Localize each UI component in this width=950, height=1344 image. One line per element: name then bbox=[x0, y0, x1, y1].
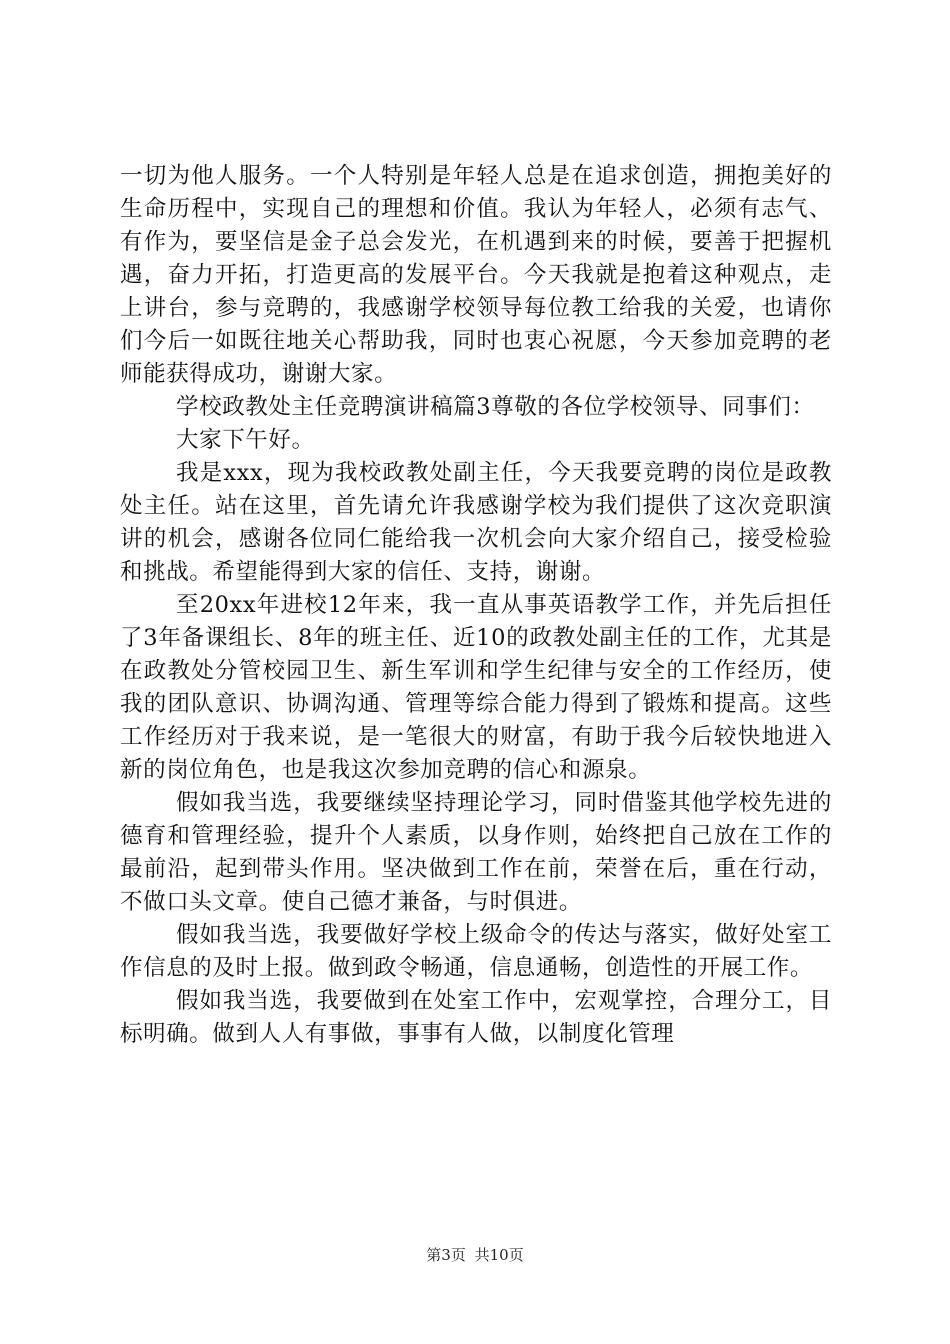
paragraph: 学校政教处主任竞聘演讲稿篇3尊敬的各位学校领导、同事们： bbox=[176, 394, 815, 420]
paragraph: 假如我当选，我要做到在处室工作中，宏观掌控，合理分工，目标明确。做到人人有事做，事事有人做，以制度化管理 bbox=[120, 988, 832, 1047]
paragraph: 假如我当选，我要继续坚持理论学习，同时借鉴其他学校先进的德育和管理经验，提升个人素质，以身作则，始终把自己放在工作的最前沿，起到带头作用。坚决做到工作在前，荣誉在后，重在行动，不做口头文章。使自己德才兼备，与时俱进。 bbox=[120, 790, 832, 915]
paragraph: 我是xxx，现为我校政教处副主任，今天我要竞聘的岗位是政教处主任。站在这里，首先请允许我感谢学校为我们提供了这次竞职演讲的机会，感谢各位同仁能给我一次机会向大家介绍自己，接受检验和挑战。希望能得到大家的信任、支持，谢谢。 bbox=[120, 460, 832, 585]
page-number: 第3页 bbox=[426, 1246, 466, 1264]
paragraph: 假如我当选，我要做好学校上级命令的传达与落实，做好处室工作信息的及时上报。做到政令畅通，信息通畅，创造性的开展工作。 bbox=[120, 922, 832, 981]
paragraph: 一切为他人服务。一个人特别是年轻人总是在追求创造，拥抱美好的生命历程中，实现自己的理想和价值。我认为年轻人，必须有志气、有作为，要坚信是金子总会发光，在机遇到来的时候，要善于把握机遇，奋力开拓，打造更高的发展平台。今天我就是抱着这种观点，走上讲台，参与竞聘的，我感谢学校领导每位教工给我的关爱，也请你们今后一如既往地关心帮助我，同时也衷心祝愿，今天参加竞聘的老师能获得成功，谢谢大家。 bbox=[120, 163, 832, 387]
document-body bbox=[120, 160, 832, 1051]
paragraph: 大家下午好。 bbox=[176, 427, 315, 453]
page-total: 共10页 bbox=[474, 1246, 524, 1264]
paragraph: 至20xx年进校12年来，我一直从事英语教学工作，并先后担任了3年备课组长、8年的班主任、近10的政教处副主任的工作，尤其是在政教处分管校园卫生、新生军训和学生纪律与安全的工作经历，使我的团队意识、协调沟通、管理等综合能力得到了锻炼和提高。这些工作经历对于我来说，是一笔很大的财富，有助于我今后较快地进入新的岗位角色，也是我这次参加竞聘的信心和源泉。 bbox=[120, 592, 832, 783]
page-footer bbox=[0, 1244, 950, 1265]
